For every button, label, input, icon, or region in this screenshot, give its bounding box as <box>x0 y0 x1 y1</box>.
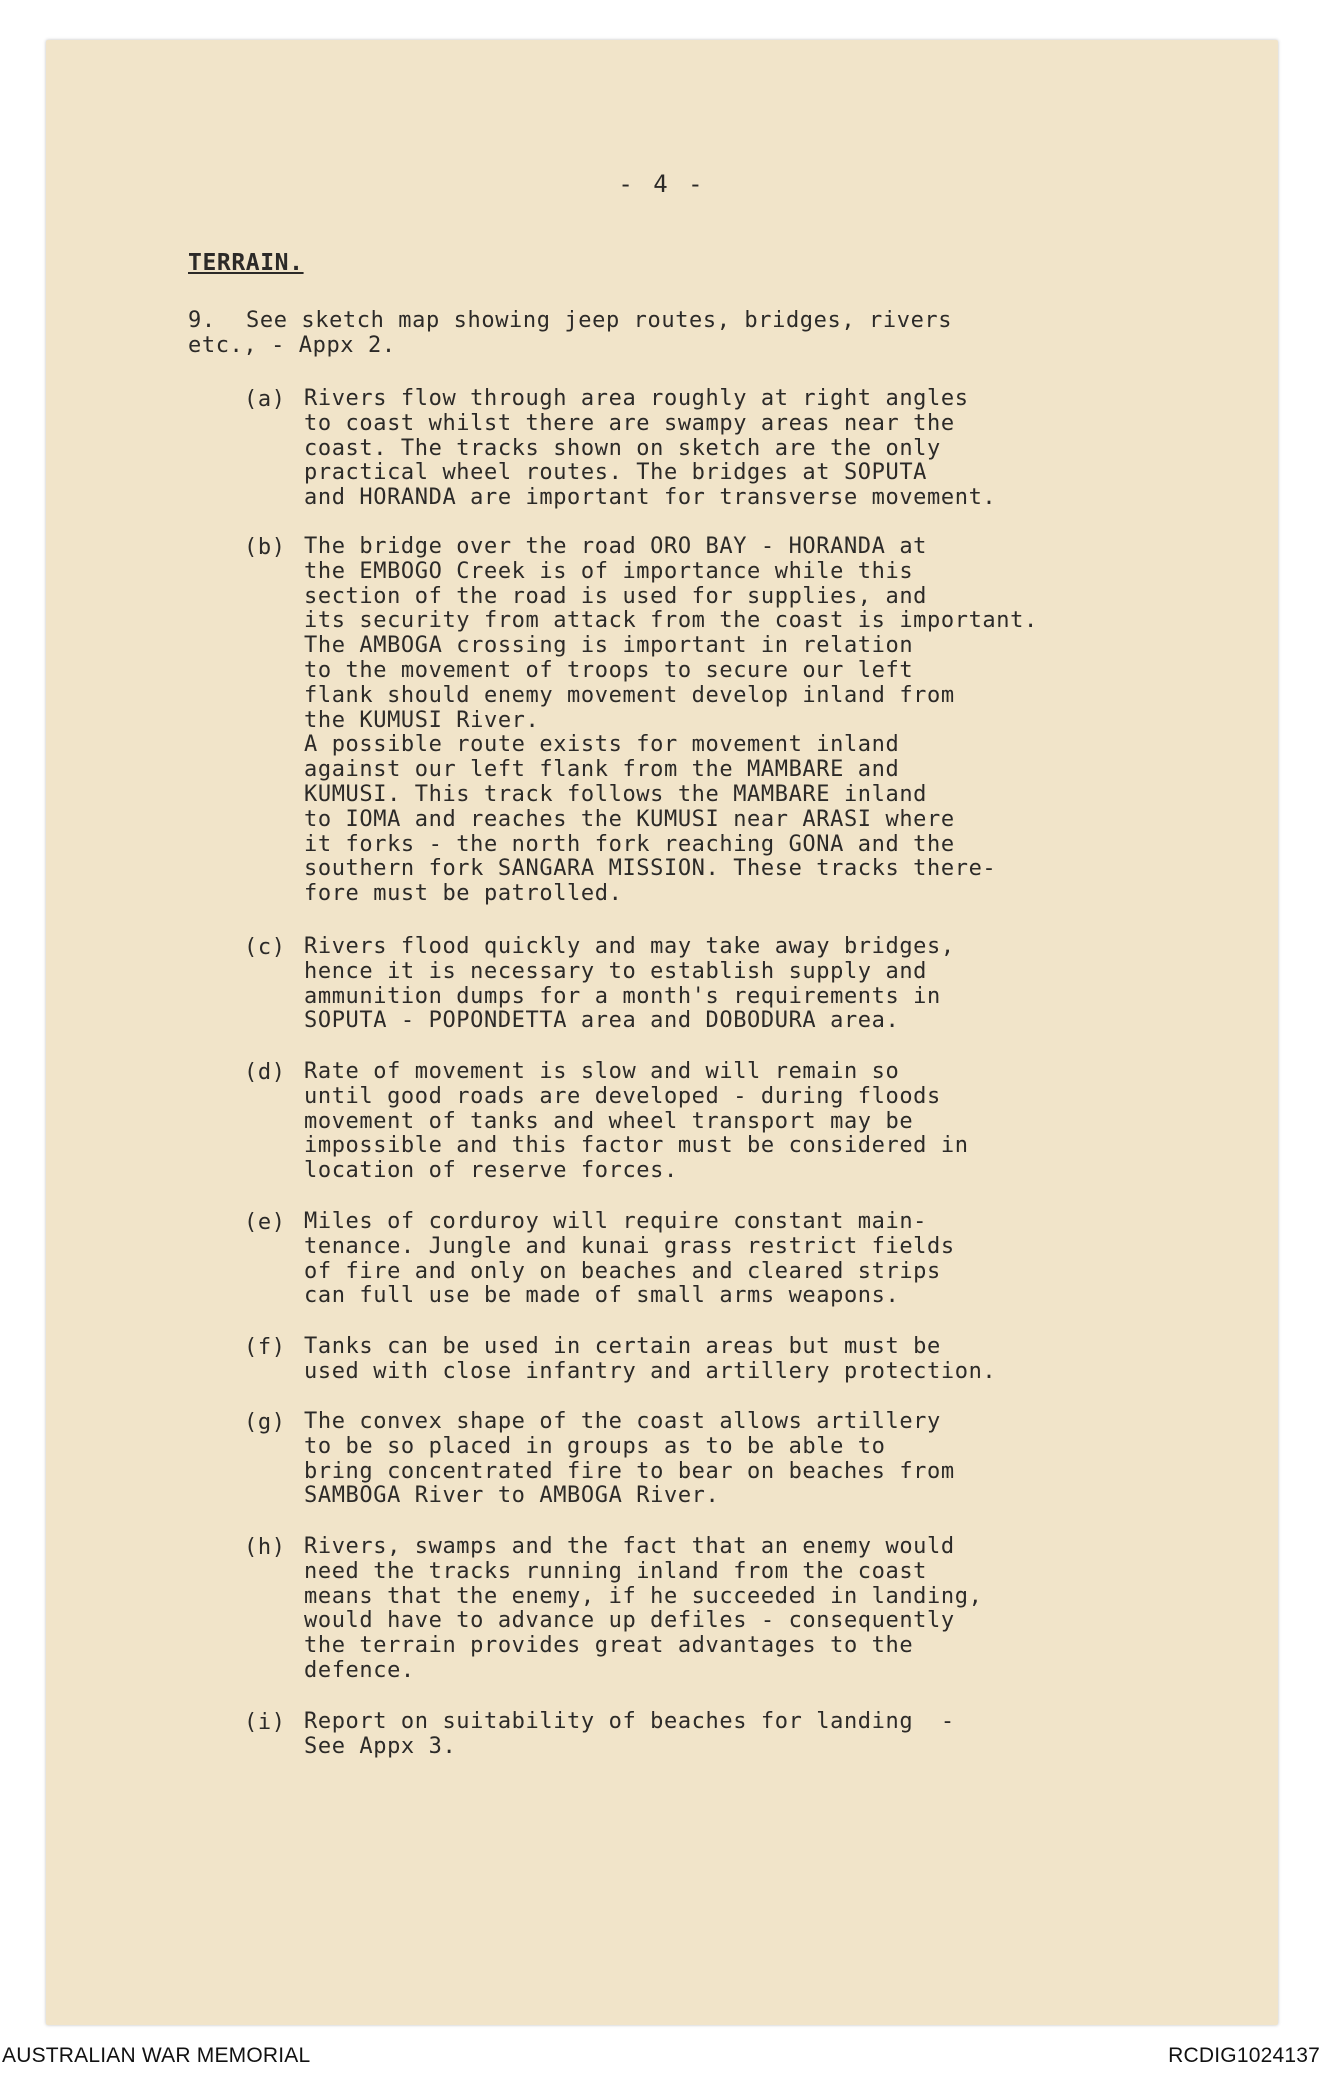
sub-paragraph-line: used with close infantry and artillery protection. <box>304 1358 997 1384</box>
sub-paragraph-label: (f) <box>244 1335 286 1360</box>
sub-paragraph <box>244 1709 1204 1760</box>
footer-institution: AUSTRALIAN WAR MEMORIAL <box>2 2044 311 2067</box>
footer-reference-id: RCDIG1024137 <box>1168 2044 1320 2067</box>
sub-paragraph-line: fore must be patrolled. <box>304 881 623 907</box>
sub-paragraph-line: to coast whilst there are swampy areas near the <box>304 410 955 436</box>
page-number: - 4 - <box>618 170 706 198</box>
sub-paragraph-line: A possible route exists for movement inland <box>304 732 900 758</box>
sub-paragraph-line: Miles of corduroy will require constant main- <box>304 1209 928 1234</box>
sub-paragraph-label: (d) <box>244 1060 286 1085</box>
sub-paragraph <box>244 386 1204 511</box>
sub-paragraph-line: defence. <box>304 1657 415 1683</box>
sub-paragraph <box>244 534 1204 907</box>
sub-paragraph <box>244 1209 1204 1309</box>
sub-paragraph-label: (b) <box>244 535 286 560</box>
sub-paragraph <box>244 1534 1204 1684</box>
sub-paragraph-line: against our left flank from the MAMBARE and <box>304 757 900 783</box>
sub-paragraph-line: and HORANDA are important for transverse movement. <box>304 485 997 511</box>
sub-paragraph-label: (g) <box>244 1410 286 1435</box>
sub-paragraph-line: to be so placed in groups as to be able to <box>304 1433 886 1459</box>
sub-paragraph-line: Tanks can be used in certain areas but must be <box>304 1334 941 1359</box>
sub-paragraph-line: to IOMA and reaches the KUMUSI near ARASI where <box>304 806 955 832</box>
sub-paragraph-line: See Appx 3. <box>304 1733 457 1759</box>
section-heading: TERRAIN. <box>188 250 304 276</box>
sub-paragraph-label: (i) <box>244 1710 286 1735</box>
sub-paragraph-line: bring concentrated fire to bear on beaches from <box>304 1458 955 1484</box>
sub-paragraph-line: SOPUTA - POPONDETTA area and DOBODURA area. <box>304 1008 900 1034</box>
sub-paragraph-line: the KUMUSI River. <box>304 707 540 733</box>
sub-paragraph-line: Rivers flow through area roughly at right angles <box>304 386 969 411</box>
typed-document <box>46 40 1278 2025</box>
sub-paragraph-line: until good roads are developed - during floods <box>304 1083 941 1109</box>
paragraph-number: 9. <box>188 308 216 333</box>
sub-paragraph-line: of fire and only on beaches and cleared strips <box>304 1258 941 1284</box>
sub-paragraph-line: KUMUSI. This track follows the MAMBARE inland <box>304 781 928 807</box>
sub-paragraph-line: it forks - the north fork reaching GONA and the <box>304 831 955 857</box>
sub-paragraph-line: SAMBOGA River to AMBOGA River. <box>304 1483 720 1509</box>
sub-paragraph-line: practical wheel routes. The bridges at SOPUTA <box>304 460 928 486</box>
sub-paragraph-line: Report on suitability of beaches for landing - <box>304 1709 955 1734</box>
sub-paragraph-line: Rivers flood quickly and may take away bridges, <box>304 934 955 959</box>
paragraph-line: See sketch map showing jeep routes, bridges, rivers <box>246 308 953 333</box>
sub-paragraph-line: Rate of movement is slow and will remain so <box>304 1059 900 1084</box>
sub-paragraph-line: section of the road is used for supplies, and <box>304 583 928 609</box>
sub-paragraph-line: the terrain provides great advantages to the <box>304 1633 914 1659</box>
sub-paragraph-line: southern fork SANGARA MISSION. These tracks there- <box>304 856 997 882</box>
sub-paragraph-label: (h) <box>244 1535 286 1560</box>
sub-paragraph-line: The convex shape of the coast allows artillery <box>304 1409 941 1434</box>
sub-paragraph-line: location of reserve forces. <box>304 1158 678 1184</box>
sub-paragraph <box>244 1059 1204 1184</box>
sub-paragraph-line: ammunition dumps for a month's requirements in <box>304 983 941 1009</box>
sub-paragraph-line: would have to advance up defiles - consequently <box>304 1608 955 1634</box>
paragraph-line: etc., - Appx 2. <box>188 333 396 358</box>
sub-paragraph-line: The bridge over the road ORO BAY - HORANDA at <box>304 534 928 559</box>
sub-paragraph-line: need the tracks running inland from the coast <box>304 1558 928 1584</box>
sub-paragraph-line: coast. The tracks shown on sketch are the only <box>304 435 941 461</box>
sub-paragraph-line: hence it is necessary to establish supply and <box>304 958 928 984</box>
sub-paragraph-line: Rivers, swamps and the fact that an enemy would <box>304 1534 955 1559</box>
sub-paragraph <box>244 1409 1204 1509</box>
sub-paragraph-line: impossible and this factor must be considered in <box>304 1133 969 1159</box>
sub-paragraph-label: (e) <box>244 1210 286 1235</box>
sub-paragraph-line: The AMBOGA crossing is important in relation <box>304 633 914 659</box>
sub-paragraph <box>244 1334 1204 1385</box>
sub-paragraph-line: to the movement of troops to secure our left <box>304 657 914 683</box>
sub-paragraph-line: tenance. Jungle and kunai grass restrict fields <box>304 1233 955 1259</box>
sub-paragraph-line: movement of tanks and wheel transport may be <box>304 1108 914 1134</box>
sub-paragraph <box>244 934 1204 1034</box>
sub-paragraph-label: (c) <box>244 935 286 960</box>
sub-paragraph-line: its security from attack from the coast is important. <box>304 608 1038 634</box>
sub-paragraph-line: the EMBOGO Creek is of importance while this <box>304 558 914 584</box>
paragraph-9 <box>188 308 1088 358</box>
sub-paragraph-line: flank should enemy movement develop inland from <box>304 682 955 708</box>
sub-paragraph-line: can full use be made of small arms weapons. <box>304 1283 900 1309</box>
document-page <box>46 40 1278 2025</box>
sub-paragraph-label: (a) <box>244 387 286 412</box>
sub-paragraph-line: means that the enemy, if he succeeded in landing, <box>304 1583 983 1609</box>
